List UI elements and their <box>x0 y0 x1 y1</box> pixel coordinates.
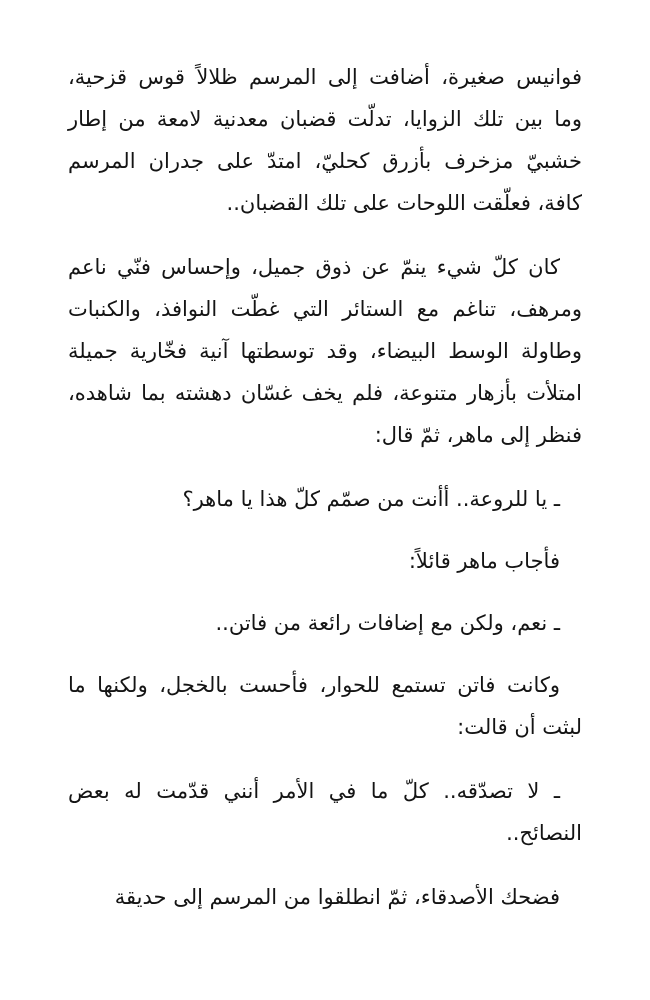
paragraph-atmosphere: كان كلّ شيء ينمّ عن ذوق جميل، وإحساس فنّي ناعم ومرهف، تناغم مع الستائر التي غطّت النوافذ، والكنبات وطاولة الوسط البيضاء، وقد توسطتها آنية فخّارية جميلة امتلأت بأزهار متنوعة، فلم يخف غسّان دهشته بما شاهده، فنظر إلى ماهر، ثمّ قال: <box>68 255 582 447</box>
dialogue-maher-intro: فأجاب ماهر قائلاً: <box>408 549 560 573</box>
book-page <box>68 56 582 940</box>
dialogue-maher-answer: ـ نعم، ولكن مع إضافات رائعة من فاتن.. <box>215 611 560 635</box>
paragraph-faten-shy: وكانت فاتن تستمع للحوار، فأحست بالخجل، ولكنها ما لبثت أن قالت: <box>68 673 582 739</box>
paragraph-lanterns: فوانيس صغيرة، أضافت إلى المرسم ظلالاً قوس قزحية، وما بين تلك الزوايا، تدلّت قضبان معدنية لامعة من إطار خشبيّ مزخرف بأزرق كحليّ، امتدّ على جدران المرسم كافة، فعلّقت اللوحات على تلك القضبان.. <box>68 65 582 215</box>
paragraph-friends-laugh: فضحك الأصدقاء، ثمّ انطلقوا من المرسم إلى حديقة <box>114 885 560 909</box>
dialogue-ghassan-question: ـ يا للروعة.. أأنت من صمّم كلّ هذا يا ماهر؟ <box>182 487 560 511</box>
dialogue-faten-reply: ـ لا تصدّقه.. كلّ ما في الأمر أنني قدّمت له بعض النصائح.. <box>68 779 582 845</box>
